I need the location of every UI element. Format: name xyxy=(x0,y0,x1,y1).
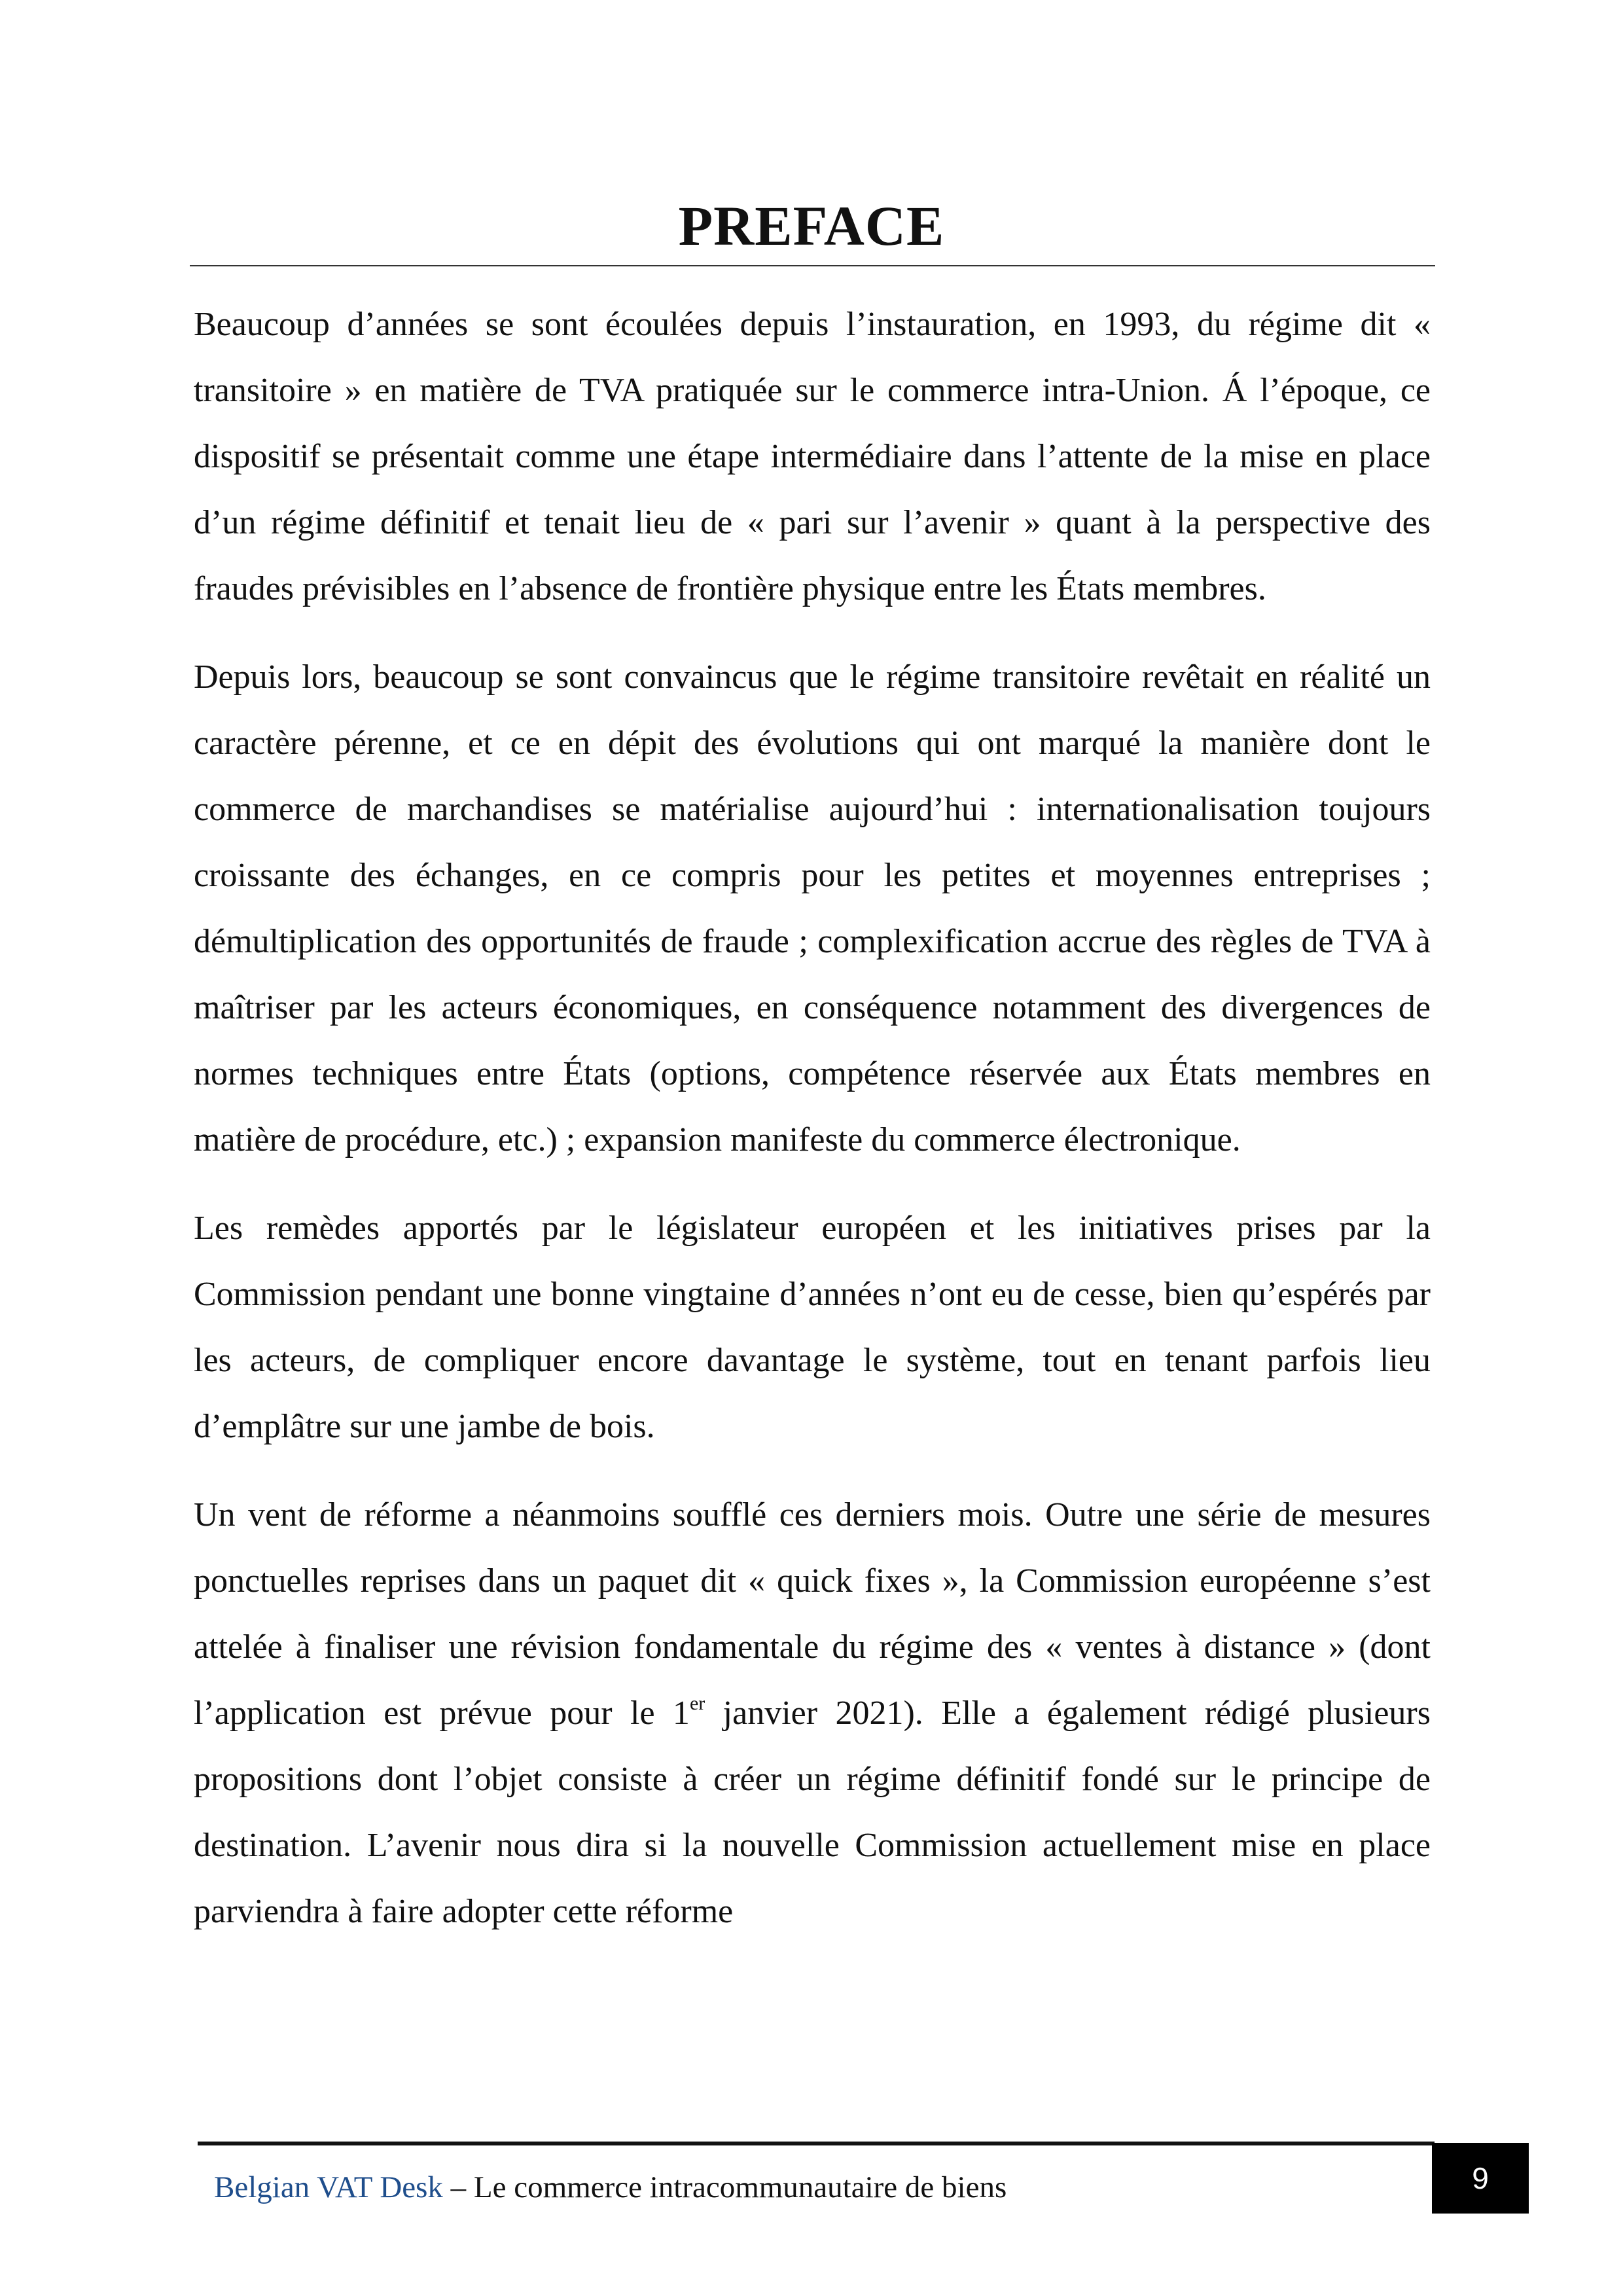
title-divider xyxy=(190,265,1435,266)
paragraph-3: Les remèdes apportés par le législateur européen et les initiatives prises par la Commission pendant une bonne vingtaine d’années n’ont eu de cesse, bien qu’espérés par les acteurs, de compliquer encore davantage le système, tout en tenant parfois lieu d’emplâtre sur une jambe de bois. xyxy=(194,1210,1431,1445)
paragraph-4-part-2: janvier 2021). Elle a également rédigé plusieurs propositions dont l’objet consiste à créer un régime définitif fondé sur le principe de destination. L’avenir nous dira si la nouvelle Commission actuellement mise en place parviendra à faire adopter cette réforme xyxy=(194,1695,1431,1930)
page-title: PREFACE xyxy=(678,194,945,257)
page-number: 9 xyxy=(1432,2143,1529,2214)
footer-subtitle: Le commerce intracommunautaire de biens xyxy=(473,2170,1007,2204)
ordinal-superscript: er xyxy=(689,1693,705,1714)
paragraph-1: Beaucoup d’années se sont écoulées depuis l’instauration, en 1993, du régime dit « transitoire » en matière de TVA pratiquée sur le commerce intra-Union. Á l’époque, ce dispositif se présentait comme une étape intermédiaire dans l’attente de la mise en place d’un régime définitif et tenait lieu de « pari sur l’avenir » quant à la perspective des fraudes prévisibles en l’absence de frontière physique entre les États membres. xyxy=(194,306,1431,607)
footer xyxy=(214,2168,1007,2207)
paragraph-4 xyxy=(194,1482,1431,1945)
footer-brand: Belgian VAT Desk xyxy=(214,2170,443,2204)
footer-separator: – xyxy=(450,2170,467,2204)
footer-divider xyxy=(198,2142,1435,2145)
paragraph-2: Depuis lors, beaucoup se sont convaincus que le régime transitoire revêtait en réalité un caractère pérenne, et ce en dépit des évolutions qui ont marqué la manière dont le commerce de marchandises se matérialise aujourd’hui : internationalisation toujours croissante des échanges, en ce compris pour les petites et moyennes entreprises ; démultiplication des opportunités de fraude ; complexification accrue des règles de TVA à maîtriser par les acteurs économiques, en conséquence notamment des divergences de normes techniques entre États (options, compétence réservée aux États membres en matière de procédure, etc.) ; expansion manifeste du commerce électronique. xyxy=(194,658,1431,1158)
paragraph-4-part-1: Un vent de réforme a néanmoins soufflé ces derniers mois. Outre une série de mesures ponctuelles reprises dans un paquet dit « quick fixes », la Commission européenne s’est attelée à finaliser une révision fondamentale du régime des « ventes à distance » (dont l’application est prévue pour le 1 xyxy=(194,1496,1431,1732)
body-text xyxy=(194,291,1431,1967)
